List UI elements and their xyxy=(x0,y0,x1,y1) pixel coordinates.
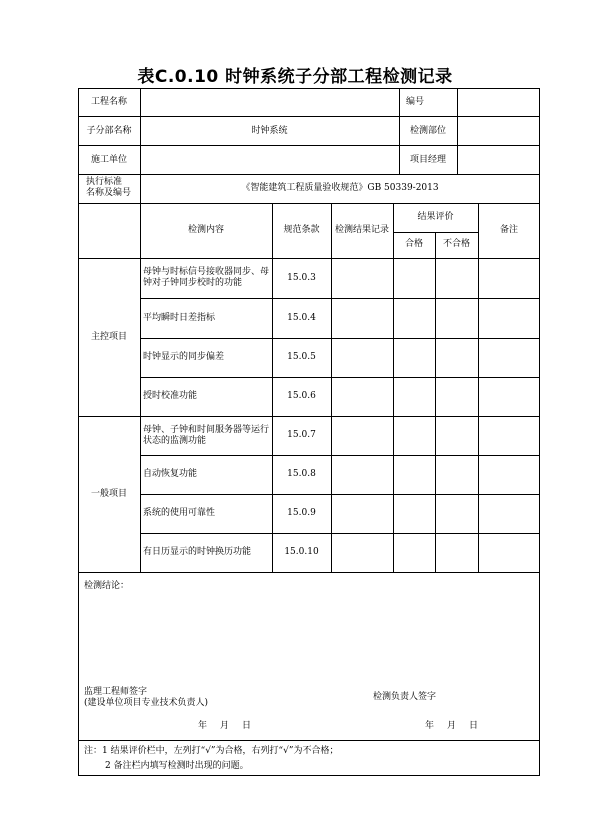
row-content: 母钟、子钟和时间服务器等运行状态的监测功能 xyxy=(143,425,270,446)
section-main-items: 主控项目 xyxy=(90,332,127,342)
row-divider xyxy=(140,455,540,456)
row-divider xyxy=(78,258,540,259)
row-content: 授时校准功能 xyxy=(143,391,198,401)
number-label: 编号 xyxy=(406,97,425,107)
inspection-part-label: 检测部位 xyxy=(409,126,446,136)
date-left: 年 月 日 xyxy=(198,721,254,731)
standard-label-line2: 名称及编号 xyxy=(86,188,132,198)
column-header-record: 检测结果记录 xyxy=(334,225,389,235)
column-header-content: 检测内容 xyxy=(187,225,224,235)
row-content: 母钟与时标信号接收器同步、母钟对子钟同步校时的功能 xyxy=(143,267,270,288)
project-manager-label: 项目经理 xyxy=(409,155,446,165)
note-2: 2 备注栏内填写检测时出现的问题。 xyxy=(105,761,249,771)
row-clause: 15.0.4 xyxy=(287,313,316,323)
row-clause: 15.0.6 xyxy=(287,391,316,401)
column-divider xyxy=(478,203,479,572)
column-divider xyxy=(393,203,394,572)
page-title: 表C.0.10 时钟系统子分部工程检测记录 xyxy=(137,67,453,87)
column-divider xyxy=(331,203,332,572)
row-clause: 15.0.7 xyxy=(287,430,316,440)
row-divider xyxy=(78,416,540,417)
row-divider xyxy=(140,533,540,534)
row-content: 自动恢复功能 xyxy=(143,469,198,479)
row-divider xyxy=(78,174,540,175)
row-divider xyxy=(140,377,540,378)
row-clause: 15.0.8 xyxy=(287,469,316,479)
row-content: 有日历显示的时钟换历功能 xyxy=(143,547,252,557)
column-header-clause: 规范条款 xyxy=(283,225,320,235)
date-right: 年 月 日 xyxy=(425,721,481,731)
supervisor-signature-sublabel: (建设单位项目专业技术负责人) xyxy=(84,698,209,708)
column-header-fail: 不合格 xyxy=(442,239,470,249)
row-clause: 15.0.3 xyxy=(287,273,316,283)
inspector-signature-label: 检测负责人签字 xyxy=(373,692,437,702)
row-clause: 15.0.5 xyxy=(287,352,316,362)
column-header-evaluation: 结果评价 xyxy=(417,212,454,222)
row-content: 时钟显示的同步偏差 xyxy=(143,352,225,362)
construction-unit-label: 施工单位 xyxy=(90,155,127,165)
row-divider xyxy=(78,145,540,146)
row-content: 平均瞬时日差指标 xyxy=(143,313,216,323)
section-general-items: 一般项目 xyxy=(90,489,127,499)
standard-label-line1: 执行标准 xyxy=(86,177,123,187)
row-divider xyxy=(140,494,540,495)
row-divider xyxy=(78,116,540,117)
column-divider xyxy=(435,232,436,572)
column-divider xyxy=(140,88,141,572)
row-divider xyxy=(78,572,540,573)
row-divider xyxy=(140,298,540,299)
project-name-label: 工程名称 xyxy=(90,97,127,107)
row-clause: 15.0.9 xyxy=(287,508,316,518)
standard-value: 《智能建筑工程质量验收规范》GB 50339-2013 xyxy=(241,183,439,193)
column-header-pass: 合格 xyxy=(404,239,423,249)
row-divider xyxy=(140,338,540,339)
row-divider xyxy=(78,740,540,741)
row-clause: 15.0.10 xyxy=(284,547,319,557)
supervisor-signature-label: 监理工程师签字 xyxy=(84,687,148,697)
column-header-remark: 备注 xyxy=(499,225,518,235)
conclusion-label: 检测结论： xyxy=(84,581,130,591)
column-divider xyxy=(457,88,458,175)
row-divider xyxy=(78,203,540,204)
subdivision-value: 时钟系统 xyxy=(251,126,288,136)
subdivision-label: 子分部名称 xyxy=(86,126,132,136)
row-content: 系统的使用可靠性 xyxy=(143,508,216,518)
note-1: 注：1 结果评价栏中，左列打“√”为合格，右列打“√”为不合格； xyxy=(84,746,339,756)
